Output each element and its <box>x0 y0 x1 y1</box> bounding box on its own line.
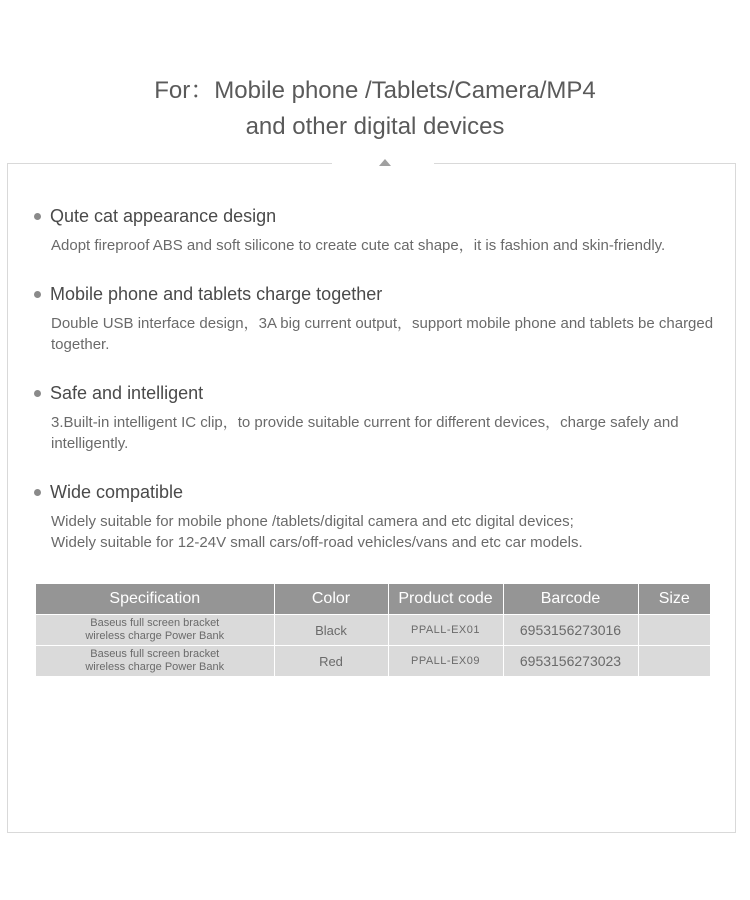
cell-product-code: PPALL-EX09 <box>388 646 503 677</box>
cell-specification <box>36 646 274 677</box>
spec-line: Baseus full screen bracket <box>90 617 220 629</box>
cell-barcode: 6953156273016 <box>503 615 638 646</box>
feature-item <box>34 205 714 256</box>
feature-title: Safe and intelligent <box>50 382 204 403</box>
feature-title: Qute cat appearance design <box>50 205 277 226</box>
feature-description <box>51 511 714 553</box>
cell-specification <box>36 615 274 646</box>
feature-description-line: Widely suitable for 12-24V small cars/off-road vehicles/vans and etc car models. <box>51 534 583 551</box>
header-title-line1: For：Mobile phone /Tablets/Camera/MP4 <box>154 77 596 104</box>
feature-description: 3.Built-in intelligent IC clip，to provide suitable current for different devices，charge safely and intelligently. <box>51 414 679 452</box>
feature-title: Wide compatible <box>50 481 184 502</box>
header-title-line2: and other digital devices <box>245 113 505 140</box>
feature-title: Mobile phone and tablets charge together <box>50 283 383 304</box>
cell-color: Red <box>274 646 388 677</box>
cell-product-code: PPALL-EX01 <box>388 615 503 646</box>
bullet-icon <box>34 291 41 298</box>
table-header-row <box>36 584 710 615</box>
spec-line: Baseus full screen bracket <box>90 648 220 660</box>
column-header-size: Size <box>638 584 710 615</box>
cell-size <box>638 646 710 677</box>
feature-item <box>34 382 714 454</box>
bullet-icon <box>34 213 41 220</box>
table-row <box>36 615 710 646</box>
feature-item <box>34 283 714 355</box>
bullet-icon <box>34 390 41 397</box>
column-header-specification: Specification <box>36 584 274 615</box>
feature-description-line: Widely suitable for mobile phone /tablets/digital camera and etc digital devices; <box>51 513 574 530</box>
panel-notch-arrow-icon <box>379 159 391 166</box>
feature-description: Double USB interface design，3A big current output，support mobile phone and tablets be charged together. <box>51 315 714 353</box>
table-row <box>36 646 710 677</box>
column-header-barcode: Barcode <box>503 584 638 615</box>
spec-line: wireless charge Power Bank <box>85 630 225 642</box>
feature-item <box>34 481 714 553</box>
cell-barcode: 6953156273023 <box>503 646 638 677</box>
cell-color: Black <box>274 615 388 646</box>
column-header-product-code: Product code <box>388 584 503 615</box>
bullet-icon <box>34 489 41 496</box>
column-header-color: Color <box>274 584 388 615</box>
specification-table <box>36 584 710 676</box>
spec-line: wireless charge Power Bank <box>85 661 225 673</box>
cell-size <box>638 615 710 646</box>
feature-description: Adopt fireproof ABS and soft silicone to create cute cat shape，it is fashion and skin-friendly. <box>51 237 666 254</box>
